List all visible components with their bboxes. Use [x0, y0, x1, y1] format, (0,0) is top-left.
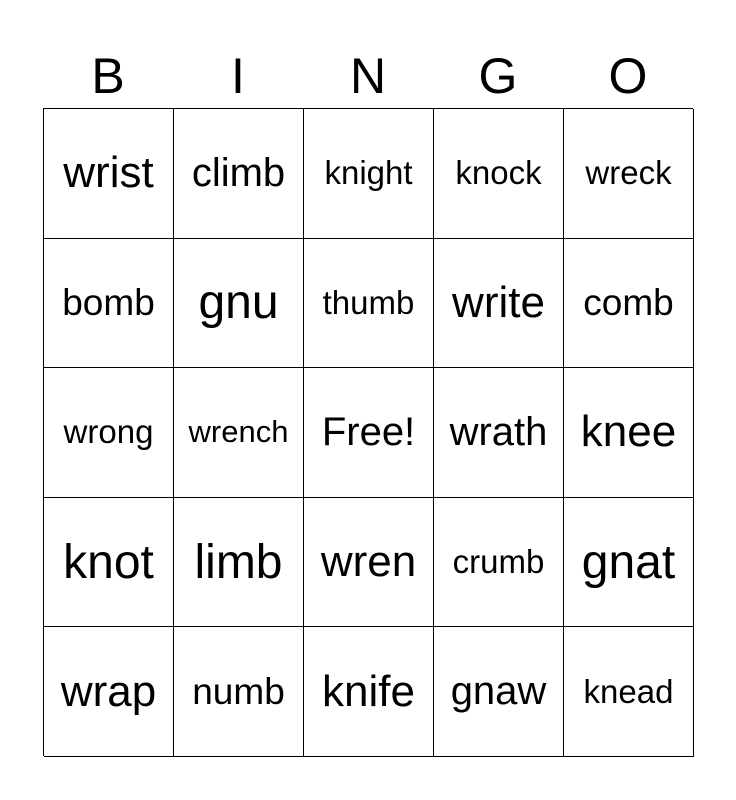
- bingo-cell[interactable]: gnat: [564, 498, 694, 628]
- bingo-cell[interactable]: gnaw: [434, 627, 564, 757]
- bingo-cell[interactable]: wrap: [44, 627, 174, 757]
- header-letter-i: I: [231, 48, 245, 104]
- bingo-cell[interactable]: wreck: [564, 109, 694, 239]
- bingo-cell[interactable]: comb: [564, 239, 694, 369]
- free-space-cell[interactable]: Free!: [304, 368, 434, 498]
- bingo-cell[interactable]: knock: [434, 109, 564, 239]
- bingo-cell[interactable]: knife: [304, 627, 434, 757]
- bingo-cell[interactable]: numb: [174, 627, 304, 757]
- bingo-cell[interactable]: gnu: [174, 239, 304, 369]
- bingo-cell[interactable]: knee: [564, 368, 694, 498]
- bingo-cell[interactable]: climb: [174, 109, 304, 239]
- bingo-cell[interactable]: knight: [304, 109, 434, 239]
- bingo-cell[interactable]: wrist: [44, 109, 174, 239]
- bingo-cell[interactable]: crumb: [434, 498, 564, 628]
- bingo-cell[interactable]: thumb: [304, 239, 434, 369]
- bingo-cell[interactable]: write: [434, 239, 564, 369]
- bingo-cell[interactable]: wrench: [174, 368, 304, 498]
- bingo-cell[interactable]: bomb: [44, 239, 174, 369]
- header-letter-b: B: [91, 48, 125, 104]
- bingo-board: [43, 108, 693, 756]
- bingo-cell[interactable]: wren: [304, 498, 434, 628]
- bingo-cell[interactable]: wrong: [44, 368, 174, 498]
- bingo-cell[interactable]: limb: [174, 498, 304, 628]
- header-letter-g: G: [478, 48, 518, 104]
- bingo-cell[interactable]: wrath: [434, 368, 564, 498]
- bingo-cell[interactable]: knot: [44, 498, 174, 628]
- bingo-cell[interactable]: knead: [564, 627, 694, 757]
- header-letter-o: O: [608, 48, 648, 104]
- header-letter-n: N: [349, 48, 387, 104]
- bingo-header: [43, 44, 693, 108]
